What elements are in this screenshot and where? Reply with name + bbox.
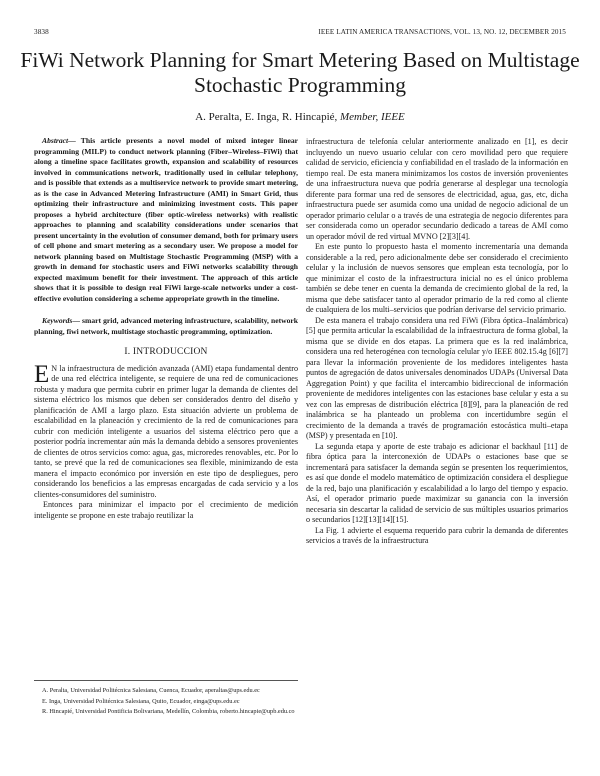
abstract bbox=[34, 136, 298, 304]
intro-paragraph-1 bbox=[34, 360, 298, 501]
page-number: 3838 bbox=[34, 28, 49, 36]
page-header bbox=[34, 28, 566, 40]
author-names: A. Peralta, E. Inga, R. Hincapié, bbox=[195, 111, 338, 123]
author-membership: Member, IEEE bbox=[340, 111, 405, 123]
footnote-peralta: A. Peralta, Universidad Politécnica Salesiana, Cuenca, Ecuador, aperaltas@ups.edu.ec bbox=[42, 687, 260, 694]
right-paragraph-3: De esta manera el trabajo considera una red FiWi (Fibra óptica–Inalámbrica) [5] que permita articular la escalabilidad de la infraestructura de forma global, la misma que se divide en dos etapas. La primera que es la red inalámbrica, considera una red heterogénea con tecnología celular y/o IEEE 802.15.4g [6][7] para llevar la información proveniente de los medidores inteligentes hasta puntos de agregación de datos universales denominados UDAPs (Universal Data Aggregation Point) y que facilita el intercambio bidireccional de información proveniente de medidores inteligentes con las estaciones base celular y esta a su vez con las empresas de distribución eléctrica [8][9], para la planeación de red inalámbrica se ha planteado un problema con incertidumbre según el crecimiento de la demanda a través de programación estocástica multi–etapa (MSP) y presentada en [10]. bbox=[306, 315, 568, 440]
footnote-inga: E. Inga, Universidad Politécnica Salesiana, Quito, Ecuador, einga@ups.edu.ec bbox=[42, 697, 240, 705]
right-paragraph-4: La segunda etapa y aporte de este trabajo es adicionar el backhaul [11] de fibra óptica para la interconexión de UDAPs o estaciones base que se incrementará para satisfacer la demanda según se presenten los requerimientos, es así que donde el modelo matemático de optimización considera el despliegue de la red, bajo una planificación y escalabilidad a lo largo del tiempo y espacio. Así, el operador primario puede maximizar su ganancia con la inversión necesaria sin descartar la calidad de servicio de sus múltiples usuarios primarios o secundarios [12][13][14][15]. bbox=[306, 441, 568, 524]
section-heading: I. INTRODUCCION bbox=[124, 347, 208, 357]
author-footnotes bbox=[34, 680, 298, 719]
journal-header: IEEE LATIN AMERICA TRANSACTIONS, VOL. 13, NO. 12, DECEMBER 2015 bbox=[318, 28, 566, 36]
drop-cap: E bbox=[34, 360, 50, 388]
keywords-label: Keywords bbox=[42, 316, 73, 325]
abstract-text: — This article presents a novel model of mixed integer linear programming (MILP) to conduct network planning (Fiber–Wireless–FiWi) that along a timeline space facilitates growth, expansion and scalability of resources involved in communications network, traditionally used in cellular telephony, and is possible that extends as a multiservice network to provide smart metering, as is the case in Advanced Metering Infrastructure (AMI) in Smart Grid, thus optimizing their infrastructure and minimizing investment costs. This paper proposes a hybrid architecture (fiber optic-wireless networks) with realistic approaches to planning and scalability considerations under scenarios that present uncertainty in the evolution of consumer demand, both for primary users of cell phone and smart metering as a secondary user. We propose a model for network planning based on Multistage Stochastic Programming (MSP) with a growth in demand for stochastic users and FiWi networks scalability through expected maximum benefit for their investment. The approach of this article shows that it is possible to design real FiWi large-scale networks under a cost-effective evolution considering a scheme appropriate growth in the timeline. bbox=[34, 136, 298, 303]
abstract-label: Abstract bbox=[42, 136, 69, 145]
footnote-hincapie: R. Hincapié, Universidad Pontificia Bolivariana, Medellín, Colombia, roberto.hincapie@upb.edu.co bbox=[42, 708, 295, 716]
right-paragraph-5: La Fig. 1 advierte el esquema requerido para cubrir la demanda de diferentes servicios a través de la infraestructura bbox=[306, 525, 568, 545]
intro-paragraph-2: Entonces para minimizar el impacto por el crecimiento de medición inteligente se propone en este trabajo reutilizar la bbox=[34, 500, 298, 520]
keywords bbox=[34, 316, 298, 337]
keywords-text: — smart grid, advanced metering infrastructure, scalability, network planning, fiwi network, multistage stochastic programming, optimization. bbox=[34, 316, 298, 336]
intro-paragraph-1-text: N la infraestructura de medición avanzada (AMI) etapa fundamental dentro de una red eléctrica inteligente, se requiere de una red de comunicaciones robusta y madura que permita cubrir en primer lugar la demanda de clientes del sistema eléctrico los mismos que deben ser considerados dentro del diseño y planificación de AMI a largo plazo. Esta situación advierte un problema de escalabilidad en la planeación y crecimiento de la red de comunicaciones para cubrir con medición inteligente a usuarios del sistema eléctrico pero que a posterior podría incrementar aún más la demanda debido a sensores provenientes de clientes de otros servicios como: agua, gas, microredes renovables, etc. Por lo tanto, se prevé que la red de comunicaciones sea flexible, minimizando de esta manera el impacto económico por inversión en este tipo de despliegues, pero considerando los beneficios a las empresas encargadas de cada servicio y a los clientes-consumidores del suministro. bbox=[34, 363, 298, 499]
left-column bbox=[34, 136, 298, 521]
paper-title: FiWi Network Planning for Smart Metering Based on Multistage Stochastic Programming bbox=[20, 48, 580, 97]
right-paragraph-1: infraestructura de telefonía celular anteriormente analizado en [1], es decir incluyendo un nuevo usuario celular con cero movilidad pero que requiere calidad de servicio, eficiencia y confiabilidad en el traslado de la información en tiempo real. De esta manera minimizamos los costos de inversión provenientes de una infraestructura nueva que podría generarse al desplegar una tecnología diferente para formar una red de sensores de electricidad, agua, gas, etc, dicha infraestructura puede ser asumida como una unidad de negocio adicional de un operador primario celular o a través de una estrategia de negocio diferentes para ser considerada como un operador secundario dedicado a tareas de AMI como un operador móvil de red virtual MVNO [2][3][4]. bbox=[306, 137, 568, 241]
right-column bbox=[306, 137, 568, 547]
right-paragraph-2: En este punto lo propuesto hasta el momento incrementaría una demanda considerable a la red, pero adicionalmente debe ser considerado el crecimiento celular y la inclusión de nuevos sensores que emplean esta tecnología, por lo que minimizar el costo de la infraestructura inicial no es el único problema también se debe tener en cuenta la demanda de crecimiento global de la red, la misma que debe satisfacer tanto al operador primario de la red como al cliente de cualquiera de los multi–servicios que podrían derivarse del servicio primario. bbox=[306, 242, 568, 314]
author-line bbox=[20, 111, 580, 123]
